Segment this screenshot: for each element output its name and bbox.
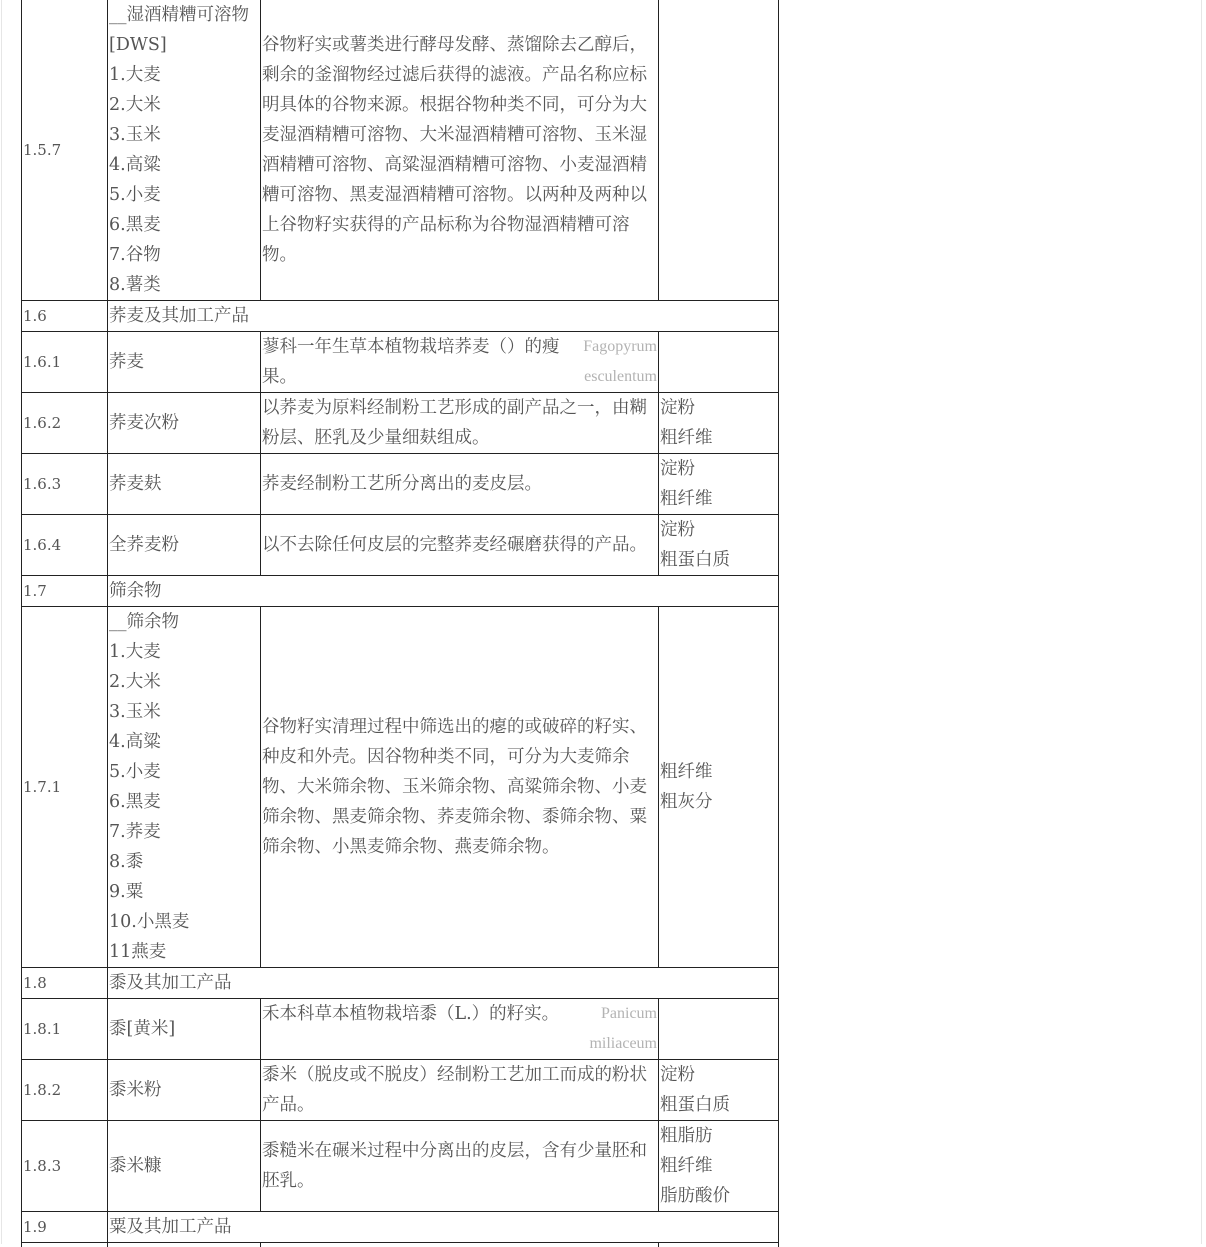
row-description: 谷物籽实清理过程中筛选出的瘪的或破碎的籽实、种皮和外壳。因谷物种类不同，可分为大麦筛余物、大米筛余物、玉米筛余物、高粱筛余物、小麦筛余物、黑麦筛余物、荞麦筛余物、黍筛余物、粟筛余物、小黑麦筛余物、燕麦筛余物。 bbox=[261, 607, 659, 968]
name-line: 6.黑麦 bbox=[109, 792, 161, 812]
table-row bbox=[22, 1121, 779, 1212]
name-line: 8.薯类 bbox=[109, 275, 161, 295]
row-code: 1.8.2 bbox=[22, 1060, 108, 1121]
name-line: 1.大麦 bbox=[109, 65, 161, 85]
name-line: 5.小麦 bbox=[109, 762, 161, 782]
attribute-item: 脂肪酸价 bbox=[660, 1186, 730, 1206]
name-line: 4.高粱 bbox=[109, 155, 161, 175]
row-name: 荞麦次粉 bbox=[108, 393, 261, 454]
scientific-name-line: miliaceum bbox=[589, 1035, 657, 1052]
name-line: 5.小麦 bbox=[109, 185, 161, 205]
row-name bbox=[108, 607, 261, 968]
name-line: 4.高粱 bbox=[109, 732, 161, 752]
scientific-name-line: Fagopyrum bbox=[583, 338, 657, 355]
table-row bbox=[22, 393, 779, 454]
category-title: 荞麦及其加工产品 bbox=[108, 301, 779, 332]
row-description: 谷物籽实或薯类进行酵母发酵、蒸馏除去乙醇后，剩余的釜溜物经过滤后获得的滤液。产品名称应标明具体的谷物来源。根据谷物种类不同，可分为大麦湿酒精糟可溶物、大米湿酒精糟可溶物、玉米湿酒精糟可溶物、高粱湿酒精糟可溶物、小麦湿酒精糟可溶物、黑麦湿酒精糟可溶物。以两种及两种以上谷物籽实获得的产品标称为谷物湿酒精糟可溶物。 bbox=[261, 0, 659, 301]
row-code: 1.6.4 bbox=[22, 515, 108, 576]
row-attributes bbox=[659, 515, 779, 576]
row-code: 1.6.3 bbox=[22, 454, 108, 515]
row-code: 1.6 bbox=[22, 301, 108, 332]
name-line: 2.大米 bbox=[109, 95, 161, 115]
scientific-name-line: Panicum bbox=[601, 1005, 657, 1022]
row-code: 1.9 bbox=[22, 1212, 108, 1243]
scientific-name bbox=[583, 332, 657, 392]
table-row bbox=[22, 0, 779, 301]
row-code: 1.8 bbox=[22, 968, 108, 999]
row-attributes bbox=[659, 1121, 779, 1212]
row-code: 1.8.1 bbox=[22, 999, 108, 1060]
row-name bbox=[108, 1243, 261, 1247]
category-title: 粟及其加工产品 bbox=[108, 1212, 779, 1243]
row-name bbox=[108, 0, 261, 301]
feed-catalog-table bbox=[21, 0, 779, 1247]
name-line: [DWS] bbox=[109, 35, 167, 55]
name-line: 9.粟 bbox=[109, 882, 144, 902]
table-row bbox=[22, 454, 779, 515]
name-line: 3.玉米 bbox=[109, 702, 161, 722]
name-line: 3.玉米 bbox=[109, 125, 161, 145]
page-frame-right bbox=[1201, 0, 1202, 1244]
name-line: 7.荞麦 bbox=[109, 822, 161, 842]
attribute-item: 淀粉 bbox=[660, 398, 695, 418]
category-row bbox=[22, 301, 779, 332]
name-line: 1.大麦 bbox=[109, 642, 161, 662]
row-name: 全荞麦粉 bbox=[108, 515, 261, 576]
attribute-item: 粗纤维 bbox=[660, 1156, 713, 1176]
attribute-item: 粗灰分 bbox=[660, 792, 713, 812]
attribute-item: 粗纤维 bbox=[660, 428, 713, 448]
row-code: 1.6.2 bbox=[22, 393, 108, 454]
name-line: 10.小黑麦 bbox=[109, 912, 190, 932]
row-attributes bbox=[659, 454, 779, 515]
row-name: 荞麦 bbox=[108, 332, 261, 393]
category-title: 筛余物 bbox=[108, 576, 779, 607]
scientific-name bbox=[589, 999, 657, 1059]
row-description bbox=[261, 332, 659, 393]
name-line: __筛余物 bbox=[109, 612, 179, 632]
row-attributes bbox=[659, 1060, 779, 1121]
row-attributes bbox=[659, 0, 779, 301]
attribute-item: 粗纤维 bbox=[660, 762, 713, 782]
row-name: 黍米粉 bbox=[108, 1060, 261, 1121]
row-name: 黍米糠 bbox=[108, 1121, 261, 1212]
row-name: 黍[黄米] bbox=[108, 999, 261, 1060]
row-description: 荞麦经制粉工艺所分离出的麦皮层。 bbox=[261, 454, 659, 515]
row-code bbox=[22, 1243, 108, 1247]
category-row bbox=[22, 968, 779, 999]
row-code: 1.8.3 bbox=[22, 1121, 108, 1212]
category-row bbox=[22, 576, 779, 607]
attribute-item: 粗蛋白质 bbox=[660, 1095, 730, 1115]
table-row bbox=[22, 332, 779, 393]
row-description: 以不去除任何皮层的完整荞麦经碾磨获得的产品。 bbox=[261, 515, 659, 576]
row-description: 黍米（脱皮或不脱皮）经制粉工艺加工而成的粉状产品。 bbox=[261, 1060, 659, 1121]
row-attributes bbox=[659, 332, 779, 393]
name-line: 6.黑麦 bbox=[109, 215, 161, 235]
table-row bbox=[22, 1060, 779, 1121]
row-description: 黍糙米在碾米过程中分离出的皮层，含有少量胚和胚乳。 bbox=[261, 1121, 659, 1212]
table-row bbox=[22, 515, 779, 576]
category-row bbox=[22, 1212, 779, 1243]
name-line: 7.谷物 bbox=[109, 245, 161, 265]
table-row bbox=[22, 607, 779, 968]
category-title: 黍及其加工产品 bbox=[108, 968, 779, 999]
scientific-name-line: esculentum bbox=[584, 368, 657, 385]
attribute-item: 淀粉 bbox=[660, 520, 695, 540]
row-name: 荞麦麸 bbox=[108, 454, 261, 515]
page-frame-left bbox=[1, 0, 2, 1244]
row-description bbox=[261, 1243, 659, 1247]
attribute-item: 粗脂肪 bbox=[660, 1126, 713, 1146]
row-attributes bbox=[659, 393, 779, 454]
row-attributes bbox=[659, 607, 779, 968]
description-text: 禾本科草本植物栽培黍（L.）的籽实。 bbox=[262, 1004, 560, 1024]
name-line: 8.黍 bbox=[109, 852, 144, 872]
description-text: 蓼科一年生草本植物栽培荞麦（）的瘦果。 bbox=[262, 337, 560, 387]
name-line: __湿酒精糟可溶物 bbox=[109, 5, 249, 25]
row-attributes bbox=[659, 1243, 779, 1247]
row-attributes bbox=[659, 999, 779, 1060]
table-row bbox=[22, 999, 779, 1060]
attribute-item: 淀粉 bbox=[660, 459, 695, 479]
row-description bbox=[261, 999, 659, 1060]
attribute-item: 粗蛋白质 bbox=[660, 550, 730, 570]
row-code: 1.5.7 bbox=[22, 0, 108, 301]
row-code: 1.7.1 bbox=[22, 607, 108, 968]
row-code: 1.7 bbox=[22, 576, 108, 607]
name-line: 11燕麦 bbox=[109, 942, 167, 962]
name-line: 2.大米 bbox=[109, 672, 161, 692]
attribute-item: 淀粉 bbox=[660, 1065, 695, 1085]
row-description: 以荞麦为原料经制粉工艺形成的副产品之一，由糊粉层、胚乳及少量细麸组成。 bbox=[261, 393, 659, 454]
table-row-partial bbox=[22, 1243, 779, 1247]
document-body bbox=[21, 0, 778, 1247]
row-code: 1.6.1 bbox=[22, 332, 108, 393]
attribute-item: 粗纤维 bbox=[660, 489, 713, 509]
